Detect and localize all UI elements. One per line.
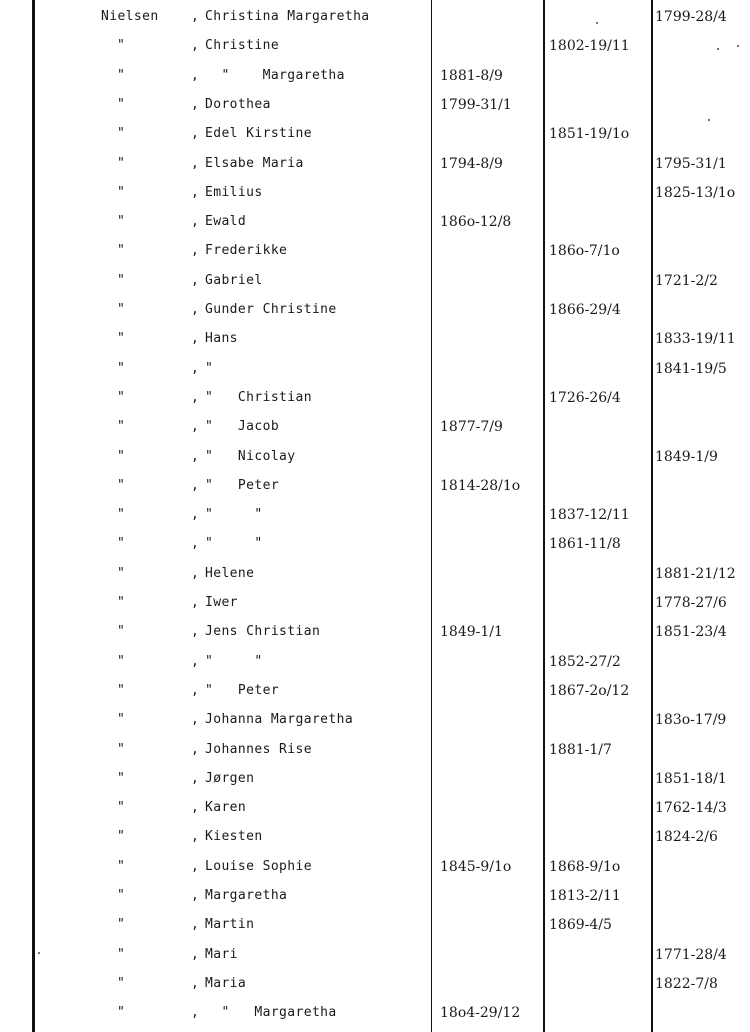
comma-separator: , xyxy=(191,273,200,288)
register-row xyxy=(0,650,750,674)
surname-cell: " xyxy=(117,566,126,581)
comma-separator: , xyxy=(191,917,200,932)
date-column-1-cell: 1845-9/1o xyxy=(440,859,512,875)
date-column-3-cell: 1762-14/3 xyxy=(655,800,727,816)
surname-cell: " xyxy=(117,243,126,258)
given-name-cell: Christina Margaretha xyxy=(205,9,370,24)
date-column-2-cell: 1866-29/4 xyxy=(549,302,621,318)
surname-cell: " xyxy=(117,976,126,991)
date-column-1-cell: 1877-7/9 xyxy=(440,419,503,435)
given-name-cell: " " xyxy=(205,507,263,522)
given-name-cell: Margaretha xyxy=(205,888,288,903)
surname-cell: " xyxy=(117,331,126,346)
register-row xyxy=(0,122,750,146)
comma-separator: , xyxy=(191,390,200,405)
given-name-cell: " " xyxy=(205,536,263,551)
register-row xyxy=(0,5,750,29)
date-column-1-cell: 1849-1/1 xyxy=(440,624,503,640)
surname-cell: " xyxy=(117,478,126,493)
date-column-3-cell: 1822-7/8 xyxy=(655,976,718,992)
register-row xyxy=(0,210,750,234)
date-column-3-cell: 1849-1/9 xyxy=(655,449,718,465)
comma-separator: , xyxy=(191,156,200,171)
comma-separator: , xyxy=(191,214,200,229)
date-column-2-cell: 1837-12/11 xyxy=(549,507,630,523)
comma-separator: , xyxy=(191,243,200,258)
register-row xyxy=(0,181,750,205)
comma-separator: , xyxy=(191,97,200,112)
given-name-cell: Iwer xyxy=(205,595,238,610)
comma-separator: , xyxy=(191,302,200,317)
register-row xyxy=(0,620,750,644)
date-column-2-cell: 1851-19/1o xyxy=(549,126,630,142)
comma-separator: , xyxy=(191,419,200,434)
comma-separator: , xyxy=(191,888,200,903)
register-row xyxy=(0,855,750,879)
given-name-cell: Gabriel xyxy=(205,273,263,288)
comma-separator: , xyxy=(191,976,200,991)
surname-cell: " xyxy=(117,361,126,376)
register-row xyxy=(0,738,750,762)
given-name-cell: Emilius xyxy=(205,185,263,200)
register-row xyxy=(0,532,750,556)
given-name-cell: Martin xyxy=(205,917,255,932)
register-row xyxy=(0,445,750,469)
register-row xyxy=(0,64,750,88)
surname-cell: " xyxy=(117,536,126,551)
register-row xyxy=(0,239,750,263)
register-row xyxy=(0,825,750,849)
given-name-cell: " Peter xyxy=(205,478,280,493)
given-name-cell: Louise Sophie xyxy=(205,859,312,874)
comma-separator: , xyxy=(191,185,200,200)
surname-cell: " xyxy=(117,683,126,698)
surname-cell: " xyxy=(117,1005,126,1020)
given-name-cell: " Christian xyxy=(205,390,312,405)
comma-separator: , xyxy=(191,38,200,53)
register-row xyxy=(0,1001,750,1025)
register-row xyxy=(0,884,750,908)
surname-cell: " xyxy=(117,917,126,932)
date-column-1-cell: 1814-28/1o xyxy=(440,478,521,494)
given-name-cell: Kiesten xyxy=(205,829,263,844)
register-row xyxy=(0,943,750,967)
date-column-2-cell: 1802-19/11 xyxy=(549,38,630,54)
surname-cell: " xyxy=(117,419,126,434)
given-name-cell: " " xyxy=(205,654,263,669)
comma-separator: , xyxy=(191,331,200,346)
date-column-3-cell: 1778-27/6 xyxy=(655,595,727,611)
surname-cell: " xyxy=(117,214,126,229)
surname-cell: " xyxy=(117,390,126,405)
register-row xyxy=(0,562,750,586)
given-name-cell: Elsabe Maria xyxy=(205,156,304,171)
given-name-cell: " xyxy=(205,361,214,376)
comma-separator: , xyxy=(191,683,200,698)
scan-speck xyxy=(708,119,710,121)
comma-separator: , xyxy=(191,536,200,551)
comma-separator: , xyxy=(191,126,200,141)
surname-cell: Nielsen xyxy=(101,9,159,24)
surname-cell: " xyxy=(117,947,126,962)
comma-separator: , xyxy=(191,507,200,522)
date-column-3-cell: 1799-28/4 xyxy=(655,9,727,25)
register-row xyxy=(0,708,750,732)
surname-cell: " xyxy=(117,624,126,639)
surname-cell: " xyxy=(117,273,126,288)
surname-cell: " xyxy=(117,302,126,317)
surname-cell: " xyxy=(117,800,126,815)
given-name-cell: Jørgen xyxy=(205,771,255,786)
surname-cell: " xyxy=(117,185,126,200)
given-name-cell: Christine xyxy=(205,38,280,53)
register-row xyxy=(0,913,750,937)
date-column-1-cell: 1881-8/9 xyxy=(440,68,503,84)
given-name-cell: Ewald xyxy=(205,214,247,229)
date-column-3-cell: 1851-18/1 xyxy=(655,771,727,787)
date-column-3-cell: 1851-23/4 xyxy=(655,624,727,640)
register-row xyxy=(0,972,750,996)
surname-cell: " xyxy=(117,449,126,464)
given-name-cell: Maria xyxy=(205,976,247,991)
surname-cell: " xyxy=(117,654,126,669)
register-row xyxy=(0,269,750,293)
date-column-3-cell: 1825-13/1o xyxy=(655,185,736,201)
date-column-3-cell: 183o-17/9 xyxy=(655,712,727,728)
given-name-cell: " Margaretha xyxy=(205,68,345,83)
date-column-3-cell: 1841-19/5 xyxy=(655,361,727,377)
comma-separator: , xyxy=(191,859,200,874)
comma-separator: , xyxy=(191,947,200,962)
date-column-2-cell: 1869-4/5 xyxy=(549,917,612,933)
date-column-1-cell: 18o4-29/12 xyxy=(440,1005,521,1021)
given-name-cell: Edel Kirstine xyxy=(205,126,312,141)
comma-separator: , xyxy=(191,449,200,464)
given-name-cell: Helene xyxy=(205,566,255,581)
surname-cell: " xyxy=(117,97,126,112)
given-name-cell: Hans xyxy=(205,331,238,346)
date-column-1-cell: 186o-12/8 xyxy=(440,214,512,230)
comma-separator: , xyxy=(191,595,200,610)
comma-separator: , xyxy=(191,742,200,757)
register-row xyxy=(0,327,750,351)
given-name-cell: Johannes Rise xyxy=(205,742,312,757)
given-name-cell: Frederikke xyxy=(205,243,288,258)
comma-separator: , xyxy=(191,712,200,727)
register-row xyxy=(0,386,750,410)
date-column-3-cell: 1833-19/11 xyxy=(655,331,736,347)
given-name-cell: " Nicolay xyxy=(205,449,296,464)
comma-separator: , xyxy=(191,771,200,786)
date-column-2-cell: 1881-1/7 xyxy=(549,742,612,758)
register-row xyxy=(0,357,750,381)
register-row xyxy=(0,474,750,498)
register-row xyxy=(0,152,750,176)
date-column-3-cell: 1721-2/2 xyxy=(655,273,718,289)
given-name-cell: " Margaretha xyxy=(205,1005,337,1020)
date-column-3-cell: 1771-28/4 xyxy=(655,947,727,963)
date-column-3-cell: 1881-21/12 xyxy=(655,566,736,582)
date-column-2-cell: 186o-7/1o xyxy=(549,243,620,259)
given-name-cell: Johanna Margaretha xyxy=(205,712,354,727)
comma-separator: , xyxy=(191,361,200,376)
date-column-2-cell: 1726-26/4 xyxy=(549,390,621,406)
date-column-2-cell: 1813-2/11 xyxy=(549,888,621,904)
given-name-cell: Jens Christian xyxy=(205,624,321,639)
surname-cell: " xyxy=(117,829,126,844)
date-column-2-cell: 1861-11/8 xyxy=(549,536,621,552)
register-row xyxy=(0,679,750,703)
date-column-3-cell: 1824-2/6 xyxy=(655,829,718,845)
date-column-2-cell: 1868-9/1o xyxy=(549,859,621,875)
given-name-cell: " Peter xyxy=(205,683,280,698)
comma-separator: , xyxy=(191,68,200,83)
date-column-1-cell: 1799-31/1 xyxy=(440,97,512,113)
given-name-cell: Mari xyxy=(205,947,238,962)
register-row xyxy=(0,93,750,117)
surname-cell: " xyxy=(117,888,126,903)
surname-cell: " xyxy=(117,859,126,874)
surname-cell: " xyxy=(117,742,126,757)
surname-cell: " xyxy=(117,126,126,141)
given-name-cell: Karen xyxy=(205,800,247,815)
given-name-cell: Gunder Christine xyxy=(205,302,337,317)
date-column-3-cell: 1795-31/1 xyxy=(655,156,727,172)
register-row xyxy=(0,767,750,791)
surname-cell: " xyxy=(117,595,126,610)
register-row xyxy=(0,503,750,527)
date-column-2-cell: 1852-27/2 xyxy=(549,654,621,670)
given-name-cell: Dorothea xyxy=(205,97,271,112)
comma-separator: , xyxy=(191,1005,200,1020)
surname-cell: " xyxy=(117,771,126,786)
register-row xyxy=(0,591,750,615)
comma-separator: , xyxy=(191,478,200,493)
surname-cell: " xyxy=(117,68,126,83)
comma-separator: , xyxy=(191,566,200,581)
comma-separator: , xyxy=(191,9,200,24)
date-column-1-cell: 1794-8/9 xyxy=(440,156,503,172)
register-row xyxy=(0,415,750,439)
register-row xyxy=(0,298,750,322)
comma-separator: , xyxy=(191,654,200,669)
comma-separator: , xyxy=(191,624,200,639)
comma-separator: , xyxy=(191,829,200,844)
surname-cell: " xyxy=(117,38,126,53)
given-name-cell: " Jacob xyxy=(205,419,280,434)
surname-cell: " xyxy=(117,712,126,727)
comma-separator: , xyxy=(191,800,200,815)
register-row xyxy=(0,34,750,58)
surname-cell: " xyxy=(117,156,126,171)
register-row xyxy=(0,796,750,820)
date-column-2-cell: 1867-2o/12 xyxy=(549,683,630,699)
surname-cell: " xyxy=(117,507,126,522)
